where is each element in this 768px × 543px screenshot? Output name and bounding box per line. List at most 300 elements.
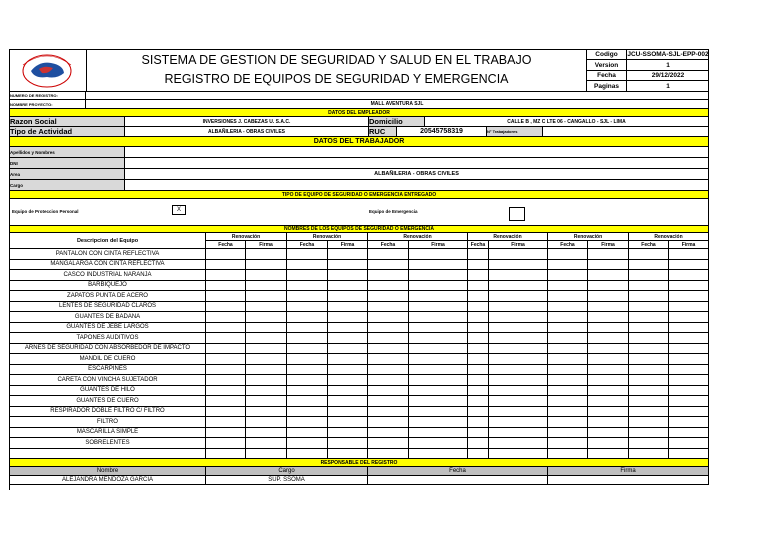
firma-cell[interactable]: [588, 291, 629, 302]
fecha-cell[interactable]: [206, 260, 246, 271]
firma-col-header: Firma: [588, 241, 629, 249]
firma-cell[interactable]: [328, 249, 368, 260]
firma-cell[interactable]: [246, 249, 287, 260]
firma-col-header: Firma: [669, 241, 709, 249]
firma-col-header: Firma: [328, 241, 368, 249]
firma-cell[interactable]: [669, 417, 709, 428]
epp-checkbox[interactable]: X: [172, 205, 186, 215]
fecha-cell[interactable]: [468, 449, 489, 460]
firma-cell[interactable]: [489, 344, 548, 355]
fecha-cell[interactable]: [206, 323, 246, 334]
meta-codigo-value: JCU-SSOMA-SJL-EPP-002: [627, 49, 709, 60]
fecha-cell[interactable]: [287, 323, 328, 334]
firma-cell[interactable]: [489, 249, 548, 260]
fecha-cell[interactable]: [629, 375, 669, 386]
firma-cell[interactable]: [669, 270, 709, 281]
firma-cell[interactable]: [588, 449, 629, 460]
razon-social-value: INVERSIONES J. CABEZAS U. S.A.C.: [125, 117, 369, 127]
firma-cell[interactable]: [409, 249, 468, 260]
fecha-cell[interactable]: [368, 375, 409, 386]
fecha-cell[interactable]: [629, 333, 669, 344]
fecha-cell[interactable]: [468, 407, 489, 418]
fecha-cell[interactable]: [206, 281, 246, 292]
firma-cell[interactable]: [328, 281, 368, 292]
document-meta: [587, 49, 709, 92]
nombres-field[interactable]: [125, 147, 709, 158]
area-label: Area: [10, 169, 125, 180]
fecha-cell[interactable]: [287, 417, 328, 428]
fecha-cell[interactable]: [468, 291, 489, 302]
fecha-cell[interactable]: [629, 354, 669, 365]
firma-cell[interactable]: [669, 344, 709, 355]
firma-cell[interactable]: [409, 281, 468, 292]
firma-cell[interactable]: [489, 312, 548, 323]
firma-cell[interactable]: [328, 407, 368, 418]
firma-cell[interactable]: [328, 354, 368, 365]
firma-cell[interactable]: [588, 249, 629, 260]
firma-cell[interactable]: [669, 281, 709, 292]
equipo-descripcion: MANGALARGA CON CINTA REFLECTIVA: [10, 260, 206, 271]
fecha-cell[interactable]: [629, 396, 669, 407]
firma-cell[interactable]: [246, 449, 287, 460]
fecha-cell[interactable]: [206, 428, 246, 439]
firma-cell[interactable]: [489, 323, 548, 334]
firma-cell[interactable]: [409, 449, 468, 460]
fecha-cell[interactable]: [468, 333, 489, 344]
equipo-descripcion: ESCARPINES: [10, 365, 206, 376]
dni-label: DNI: [10, 158, 125, 169]
fecha-cell[interactable]: [287, 312, 328, 323]
firma-cell[interactable]: [588, 344, 629, 355]
fecha-cell[interactable]: [468, 438, 489, 449]
nombres-label: Apellidos y Nombres: [10, 147, 125, 158]
firma-cell[interactable]: [328, 302, 368, 313]
firma-cell[interactable]: [409, 375, 468, 386]
responsable-fecha-header: Fecha: [368, 467, 548, 476]
renovacion-group-header: Renovación: [548, 233, 629, 241]
firma-cell[interactable]: [489, 333, 548, 344]
fecha-cell[interactable]: [287, 438, 328, 449]
numero-registro-field[interactable]: [86, 92, 709, 100]
firma-cell[interactable]: [669, 396, 709, 407]
fecha-cell[interactable]: [548, 417, 588, 428]
firma-cell[interactable]: [489, 449, 548, 460]
firma-cell[interactable]: [669, 260, 709, 271]
firma-cell[interactable]: [669, 312, 709, 323]
firma-cell[interactable]: [328, 386, 368, 397]
firma-cell[interactable]: [246, 312, 287, 323]
firma-col-header: Firma: [409, 241, 468, 249]
firma-cell[interactable]: [246, 396, 287, 407]
fecha-cell[interactable]: [206, 365, 246, 376]
equipo-descripcion: TAPONES AUDITIVOS: [10, 333, 206, 344]
fecha-cell[interactable]: [548, 438, 588, 449]
firma-cell[interactable]: [588, 396, 629, 407]
firma-cell[interactable]: [588, 260, 629, 271]
fecha-cell[interactable]: [629, 438, 669, 449]
firma-cell[interactable]: [588, 333, 629, 344]
firma-cell[interactable]: [328, 270, 368, 281]
fecha-cell[interactable]: [548, 260, 588, 271]
fecha-cell[interactable]: [368, 449, 409, 460]
firma-cell[interactable]: [669, 249, 709, 260]
fecha-col-header: Fecha: [629, 241, 669, 249]
firma-cell[interactable]: [328, 428, 368, 439]
equipo-descripcion: GUANTES DE BADANA: [10, 312, 206, 323]
firma-cell[interactable]: [328, 449, 368, 460]
firma-cell[interactable]: [328, 312, 368, 323]
fecha-cell[interactable]: [206, 417, 246, 428]
firma-cell[interactable]: [246, 375, 287, 386]
fecha-cell[interactable]: [206, 333, 246, 344]
fecha-cell[interactable]: [468, 386, 489, 397]
firma-cell[interactable]: [409, 344, 468, 355]
firma-cell[interactable]: [328, 344, 368, 355]
firma-cell[interactable]: [588, 302, 629, 313]
fecha-cell[interactable]: [548, 354, 588, 365]
fecha-cell[interactable]: [548, 449, 588, 460]
fecha-cell[interactable]: [206, 354, 246, 365]
fecha-cell[interactable]: [287, 260, 328, 271]
fecha-cell[interactable]: [368, 249, 409, 260]
firma-cell[interactable]: [328, 375, 368, 386]
fecha-cell[interactable]: [368, 312, 409, 323]
fecha-cell[interactable]: [468, 428, 489, 439]
firma-cell[interactable]: [246, 354, 287, 365]
firma-cell[interactable]: [489, 291, 548, 302]
fecha-cell[interactable]: [468, 365, 489, 376]
firma-cell[interactable]: [409, 407, 468, 418]
fecha-cell[interactable]: [468, 323, 489, 334]
responsable-firma-value[interactable]: [548, 476, 709, 485]
firma-cell[interactable]: [409, 302, 468, 313]
renovacion-group-header: Renovación: [468, 233, 548, 241]
firma-cell[interactable]: [246, 260, 287, 271]
equipo-descripcion: CARETA CON VINCHA SUJETADOR: [10, 375, 206, 386]
firma-cell[interactable]: [588, 281, 629, 292]
fecha-cell[interactable]: [629, 365, 669, 376]
dni-field[interactable]: [125, 158, 709, 169]
actividad-label: Tipo de Actividad: [10, 127, 125, 137]
firma-cell[interactable]: [246, 407, 287, 418]
firma-cell[interactable]: [489, 438, 548, 449]
fecha-cell[interactable]: [629, 323, 669, 334]
fecha-cell[interactable]: [287, 344, 328, 355]
fecha-cell[interactable]: [468, 281, 489, 292]
fecha-cell[interactable]: [287, 281, 328, 292]
cargo-label: Cargo: [10, 180, 125, 191]
fecha-cell[interactable]: [368, 291, 409, 302]
fecha-cell[interactable]: [468, 396, 489, 407]
firma-cell[interactable]: [328, 333, 368, 344]
fecha-cell[interactable]: [548, 323, 588, 334]
firma-cell[interactable]: [328, 417, 368, 428]
meta-paginas-label: Paginas: [587, 81, 627, 92]
firma-cell[interactable]: [409, 323, 468, 334]
fecha-cell[interactable]: [468, 260, 489, 271]
firma-cell[interactable]: [588, 270, 629, 281]
fecha-cell[interactable]: [368, 354, 409, 365]
fecha-cell[interactable]: [206, 375, 246, 386]
fecha-cell[interactable]: [629, 407, 669, 418]
fecha-cell[interactable]: [468, 302, 489, 313]
renovacion-group-header: Renovación: [629, 233, 709, 241]
firma-cell[interactable]: [328, 323, 368, 334]
fecha-cell[interactable]: [629, 302, 669, 313]
fecha-cell[interactable]: [368, 281, 409, 292]
fecha-cell[interactable]: [287, 270, 328, 281]
fecha-col-header: Fecha: [468, 241, 489, 249]
fecha-cell[interactable]: [548, 407, 588, 418]
firma-cell[interactable]: [328, 291, 368, 302]
fecha-cell[interactable]: [629, 312, 669, 323]
equipo-descripcion: MANDIL DE CUERO: [10, 354, 206, 365]
proyecto-value: MALL AVENTURA SJL: [86, 100, 709, 109]
fecha-cell[interactable]: [368, 407, 409, 418]
firma-cell[interactable]: [588, 407, 629, 418]
firma-cell[interactable]: [489, 302, 548, 313]
fecha-cell[interactable]: [368, 270, 409, 281]
fecha-cell[interactable]: [629, 386, 669, 397]
fecha-cell[interactable]: [548, 291, 588, 302]
firma-cell[interactable]: [588, 438, 629, 449]
firma-cell[interactable]: [409, 354, 468, 365]
fecha-cell[interactable]: [368, 344, 409, 355]
fecha-cell[interactable]: [468, 312, 489, 323]
fecha-cell[interactable]: [629, 260, 669, 271]
firma-cell[interactable]: [328, 396, 368, 407]
fecha-cell[interactable]: [548, 249, 588, 260]
fecha-cell[interactable]: [206, 344, 246, 355]
equipo-descripcion: BARBIQUEJO: [10, 281, 206, 292]
firma-cell[interactable]: [409, 260, 468, 271]
firma-cell[interactable]: [669, 375, 709, 386]
fecha-cell[interactable]: [548, 386, 588, 397]
firma-cell[interactable]: [588, 417, 629, 428]
firma-cell[interactable]: [409, 438, 468, 449]
cargo-field[interactable]: [125, 180, 709, 191]
fecha-cell[interactable]: [468, 354, 489, 365]
fecha-cell[interactable]: [548, 375, 588, 386]
equipo-descripcion: MASCARILLA SIMPLE: [10, 428, 206, 439]
fecha-cell[interactable]: [629, 428, 669, 439]
equipo-descripcion: ARNES DE SEGURIDAD CON ABSORBEDOR DE IMPACTO: [10, 344, 206, 355]
firma-cell[interactable]: [669, 365, 709, 376]
firma-cell[interactable]: [246, 291, 287, 302]
fecha-cell[interactable]: [287, 386, 328, 397]
fecha-cell[interactable]: [287, 396, 328, 407]
firma-cell[interactable]: [489, 260, 548, 271]
fecha-cell[interactable]: [206, 249, 246, 260]
fecha-cell[interactable]: [368, 396, 409, 407]
fecha-cell[interactable]: [629, 249, 669, 260]
fecha-cell[interactable]: [548, 396, 588, 407]
fecha-cell[interactable]: [287, 302, 328, 313]
firma-cell[interactable]: [246, 428, 287, 439]
tipo-row: [10, 199, 709, 226]
fecha-cell[interactable]: [206, 449, 246, 460]
firma-cell[interactable]: [489, 365, 548, 376]
firma-cell[interactable]: [409, 333, 468, 344]
responsable-firma-header: Firma: [548, 467, 709, 476]
fecha-cell[interactable]: [287, 249, 328, 260]
fecha-cell[interactable]: [368, 323, 409, 334]
meta-fecha-label: Fecha: [587, 71, 627, 81]
fecha-cell[interactable]: [287, 407, 328, 418]
fecha-cell[interactable]: [206, 438, 246, 449]
meta-version-value: 1: [627, 60, 709, 71]
responsable-fecha-value[interactable]: [368, 476, 548, 485]
trabajadores-label: N° Trabajadores: [487, 127, 543, 137]
fecha-cell[interactable]: [548, 270, 588, 281]
firma-cell[interactable]: [246, 281, 287, 292]
fecha-cell[interactable]: [548, 302, 588, 313]
fecha-cell[interactable]: [368, 365, 409, 376]
firma-cell[interactable]: [588, 323, 629, 334]
trabajador-section-title: DATOS DEL TRABAJADOR: [10, 137, 709, 147]
firma-cell[interactable]: [588, 365, 629, 376]
fecha-cell[interactable]: [206, 291, 246, 302]
meta-codigo-label: Codigo: [587, 49, 627, 60]
fecha-cell[interactable]: [368, 260, 409, 271]
fecha-cell[interactable]: [548, 428, 588, 439]
equipo-descripcion: RESPIRADOR DOBLE FILTRO C/ FILTRO: [10, 407, 206, 418]
fecha-cell[interactable]: [629, 291, 669, 302]
fecha-cell[interactable]: [206, 302, 246, 313]
firma-cell[interactable]: [246, 333, 287, 344]
firma-cell[interactable]: [409, 428, 468, 439]
firma-cell[interactable]: [588, 312, 629, 323]
fecha-cell[interactable]: [287, 449, 328, 460]
fecha-cell[interactable]: [368, 417, 409, 428]
proyecto-label: NOMBRE PROYECTO:: [10, 100, 86, 109]
fecha-cell[interactable]: [206, 407, 246, 418]
firma-cell[interactable]: [246, 417, 287, 428]
fecha-cell[interactable]: [548, 312, 588, 323]
fecha-cell[interactable]: [629, 449, 669, 460]
firma-cell[interactable]: [669, 428, 709, 439]
firma-cell[interactable]: [246, 323, 287, 334]
fecha-cell[interactable]: [468, 375, 489, 386]
fecha-cell[interactable]: [468, 344, 489, 355]
firma-cell[interactable]: [489, 417, 548, 428]
fecha-cell[interactable]: [287, 354, 328, 365]
fecha-cell[interactable]: [468, 417, 489, 428]
equipo-descripcion: SOBRELENTES: [10, 438, 206, 449]
trabajadores-field[interactable]: [543, 127, 709, 137]
fecha-cell[interactable]: [368, 438, 409, 449]
firma-cell[interactable]: [669, 438, 709, 449]
firma-cell[interactable]: [409, 396, 468, 407]
equipo-descripcion: CASCO INDUSTRIAL NARANJA: [10, 270, 206, 281]
fecha-cell[interactable]: [468, 249, 489, 260]
fecha-cell[interactable]: [368, 333, 409, 344]
actividad-value: ALBAÑILERIA - OBRAS CIVILES: [125, 127, 369, 137]
firma-cell[interactable]: [409, 417, 468, 428]
firma-cell[interactable]: [669, 386, 709, 397]
fecha-cell[interactable]: [548, 344, 588, 355]
fecha-cell[interactable]: [287, 428, 328, 439]
firma-cell[interactable]: [246, 270, 287, 281]
fecha-cell[interactable]: [629, 344, 669, 355]
firma-cell[interactable]: [489, 386, 548, 397]
firma-cell[interactable]: [409, 270, 468, 281]
firma-cell[interactable]: [246, 365, 287, 376]
firma-cell[interactable]: [669, 449, 709, 460]
fecha-cell[interactable]: [368, 428, 409, 439]
fecha-cell[interactable]: [368, 386, 409, 397]
firma-cell[interactable]: [489, 428, 548, 439]
firma-cell[interactable]: [409, 291, 468, 302]
equipo-descripcion: GUANTES DE JEBE LARGOS: [10, 323, 206, 334]
firma-cell[interactable]: [246, 386, 287, 397]
fecha-cell[interactable]: [629, 270, 669, 281]
firma-cell[interactable]: [588, 375, 629, 386]
fecha-cell[interactable]: [287, 291, 328, 302]
firma-cell[interactable]: [328, 365, 368, 376]
firma-cell[interactable]: [489, 354, 548, 365]
firma-cell[interactable]: [246, 344, 287, 355]
firma-cell[interactable]: [669, 333, 709, 344]
firma-cell[interactable]: [246, 438, 287, 449]
equipo-descripcion: [10, 449, 206, 460]
firma-cell[interactable]: [588, 428, 629, 439]
fecha-cell[interactable]: [548, 281, 588, 292]
firma-cell[interactable]: [489, 407, 548, 418]
emergencia-label: Equipo de Emergencia: [369, 209, 418, 214]
firma-cell[interactable]: [328, 438, 368, 449]
firma-cell[interactable]: [669, 323, 709, 334]
fecha-cell[interactable]: [287, 365, 328, 376]
fecha-cell[interactable]: [206, 386, 246, 397]
meta-fecha-value: 29/12/2022: [627, 71, 709, 81]
firma-cell[interactable]: [409, 386, 468, 397]
firma-cell[interactable]: [669, 291, 709, 302]
firma-cell[interactable]: [489, 375, 548, 386]
equipo-descripcion: GUANTES DE CUERO: [10, 396, 206, 407]
firma-cell[interactable]: [489, 270, 548, 281]
equipos-section-title: NOMBRES DE LOS EQUIPOS DE SEGURIDAD O EMERGENCIA: [10, 226, 709, 233]
fecha-cell[interactable]: [468, 270, 489, 281]
firma-cell[interactable]: [669, 354, 709, 365]
razon-social-label: Razon Social: [10, 117, 125, 127]
firma-cell[interactable]: [489, 396, 548, 407]
firma-cell[interactable]: [489, 281, 548, 292]
fecha-cell[interactable]: [287, 375, 328, 386]
firma-cell[interactable]: [409, 365, 468, 376]
responsable-section-title: RESPONSABLE DEL REGISTRO: [10, 459, 709, 467]
fecha-cell[interactable]: [548, 365, 588, 376]
firma-cell[interactable]: [588, 354, 629, 365]
responsable-nombre-header: Nombre: [10, 467, 206, 476]
firma-cell[interactable]: [409, 312, 468, 323]
fecha-cell[interactable]: [206, 396, 246, 407]
firma-cell[interactable]: [669, 302, 709, 313]
fecha-cell[interactable]: [629, 281, 669, 292]
fecha-cell[interactable]: [368, 302, 409, 313]
fecha-cell[interactable]: [287, 333, 328, 344]
firma-cell[interactable]: [588, 386, 629, 397]
fecha-cell[interactable]: [206, 312, 246, 323]
fecha-cell[interactable]: [629, 417, 669, 428]
fecha-cell[interactable]: [548, 333, 588, 344]
fecha-cell[interactable]: [206, 270, 246, 281]
emergencia-checkbox[interactable]: [509, 207, 525, 221]
firma-cell[interactable]: [669, 407, 709, 418]
firma-cell[interactable]: [246, 302, 287, 313]
firma-cell[interactable]: [328, 260, 368, 271]
renovacion-group-header: Renovación: [287, 233, 368, 241]
